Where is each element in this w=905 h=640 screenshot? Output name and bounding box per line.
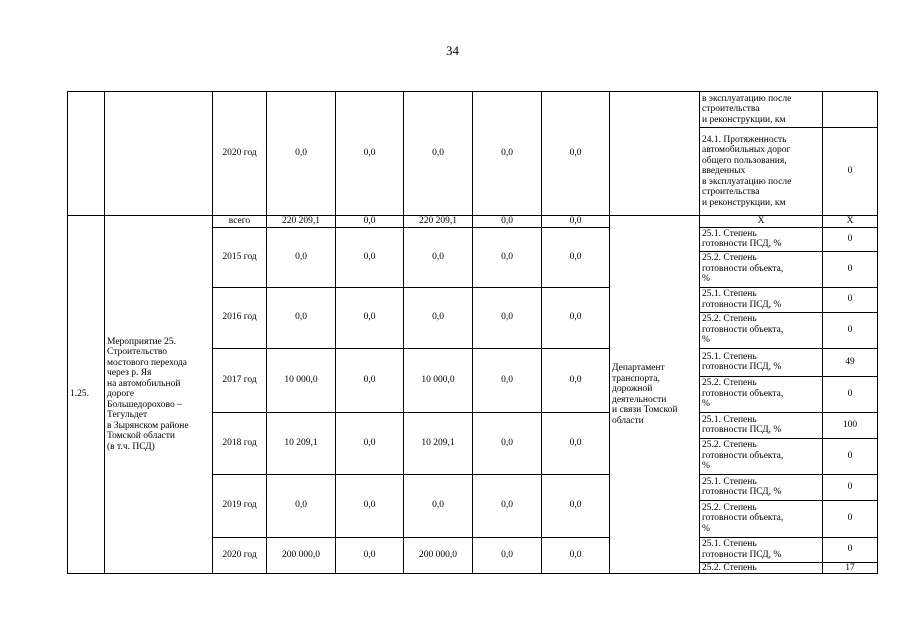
value-cell: 0,0 [473,227,542,287]
value-cell: 0,0 [542,412,610,474]
value-cell: 0,0 [473,474,542,537]
indicator-value-cell: 17 [823,562,878,574]
year-cell: 2020 год [213,537,267,574]
indicator-value-cell [823,92,878,128]
measure-name-cell [105,92,213,216]
table-row [68,92,878,128]
indicator-cell: 25.1. Степень готовности ПСД, % [700,348,823,376]
value-cell: 0,0 [336,537,404,574]
value-cell: 0,0 [542,537,610,574]
value-cell: 0,0 [336,412,404,474]
indicator-cell: 25.2. Степень готовности объекта, % [700,438,823,474]
value-cell: 0,0 [404,227,473,287]
indicator-value-cell: 0 [823,376,878,412]
year-cell: 2017 год [213,348,267,412]
executor-cell [610,92,700,216]
year-cell: всего [213,216,267,228]
indicator-value-cell: 49 [823,348,878,376]
indicator-value-cell: 0 [823,128,878,216]
indicator-value-cell: 0 [823,537,878,562]
value-cell: 10 209,1 [404,412,473,474]
indicator-cell: 25.2. Степень готовности объекта, % [700,500,823,537]
indicator-cell: 25.1. Степень готовности ПСД, % [700,227,823,251]
page-number: 34 [446,43,459,58]
value-cell: 220 209,1 [267,216,336,228]
value-cell: 0,0 [336,216,404,228]
value-cell: 0,0 [473,537,542,574]
value-cell: 220 209,1 [404,216,473,228]
indicator-cell: в эксплуатацию после строительства и реконструкции, км [700,92,823,128]
value-cell: 0,0 [542,348,610,412]
value-cell: 0,0 [473,216,542,228]
value-cell: 0,0 [542,216,610,228]
year-cell: 2019 год [213,474,267,537]
value-cell: 10 209,1 [267,412,336,474]
value-cell: 0,0 [267,474,336,537]
indicator-value-cell: 0 [823,438,878,474]
value-cell: 0,0 [542,227,610,287]
year-cell: 2020 год [213,92,267,216]
indicator-cell: 24.1. Протяженность автомобильных дорог общего пользования, введенных в эксплуатацию после строительства и реконструкции, км [700,128,823,216]
value-cell: 0,0 [336,474,404,537]
value-cell: 0,0 [473,412,542,474]
value-cell: 0,0 [267,227,336,287]
indicator-cell: 25.2. Степень готовности объекта, % [700,251,823,287]
value-cell: 10 000,0 [404,348,473,412]
indicator-value-cell: 0 [823,227,878,251]
year-cell: 2018 год [213,412,267,474]
value-cell: 0,0 [336,287,404,348]
value-cell: 0,0 [542,92,610,216]
indicator-value-cell: 0 [823,287,878,312]
value-cell: 200 000,0 [267,537,336,574]
indicator-cell: 25.2. Степень готовности объекта, % [700,312,823,348]
indicator-cell: 25.1. Степень готовности ПСД, % [700,474,823,500]
indicator-value-cell: 0 [823,251,878,287]
indicator-value-cell: 0 [823,474,878,500]
value-cell: 0,0 [267,92,336,216]
indicator-cell: X [700,216,823,228]
value-cell: 0,0 [336,92,404,216]
value-cell: 0,0 [542,287,610,348]
value-cell: 0,0 [473,287,542,348]
year-cell: 2015 год [213,227,267,287]
year-cell: 2016 год [213,287,267,348]
value-cell: 0,0 [267,287,336,348]
value-cell: 0,0 [542,474,610,537]
value-cell: 0,0 [404,287,473,348]
indicator-value-cell: 0 [823,500,878,537]
indicator-value-cell: 100 [823,412,878,438]
value-cell: 0,0 [336,227,404,287]
value-cell: 0,0 [473,348,542,412]
value-cell: 0,0 [404,474,473,537]
row-number-cell [68,92,105,216]
table-row [68,216,878,228]
indicator-cell: 25.1. Степень готовности ПСД, % [700,537,823,562]
measure-name-cell: Мероприятие 25. Строительство мостового перехода через р. Яя на автомобильной дороге Большедорохово – Тегульдет в Зырянском районе Томской области (в т.ч. ПСД) [105,216,213,574]
value-cell: 0,0 [404,92,473,216]
indicator-cell: 25.1. Степень готовности ПСД, % [700,287,823,312]
indicator-cell: 25.2. Степень готовности объекта, % [700,376,823,412]
row-number-cell: 1.25. [68,216,105,574]
executor-cell: Департамент транспорта, дорожной деятельности и связи Томской области [610,216,700,574]
value-cell: 10 000,0 [267,348,336,412]
indicator-value-cell: 0 [823,312,878,348]
indicator-value-cell: X [823,216,878,228]
value-cell: 0,0 [473,92,542,216]
value-cell: 200 000,0 [404,537,473,574]
funding-table [67,91,878,574]
indicator-cell: 25.2. Степень [700,562,823,574]
value-cell: 0,0 [336,348,404,412]
indicator-cell: 25.1. Степень готовности ПСД, % [700,412,823,438]
